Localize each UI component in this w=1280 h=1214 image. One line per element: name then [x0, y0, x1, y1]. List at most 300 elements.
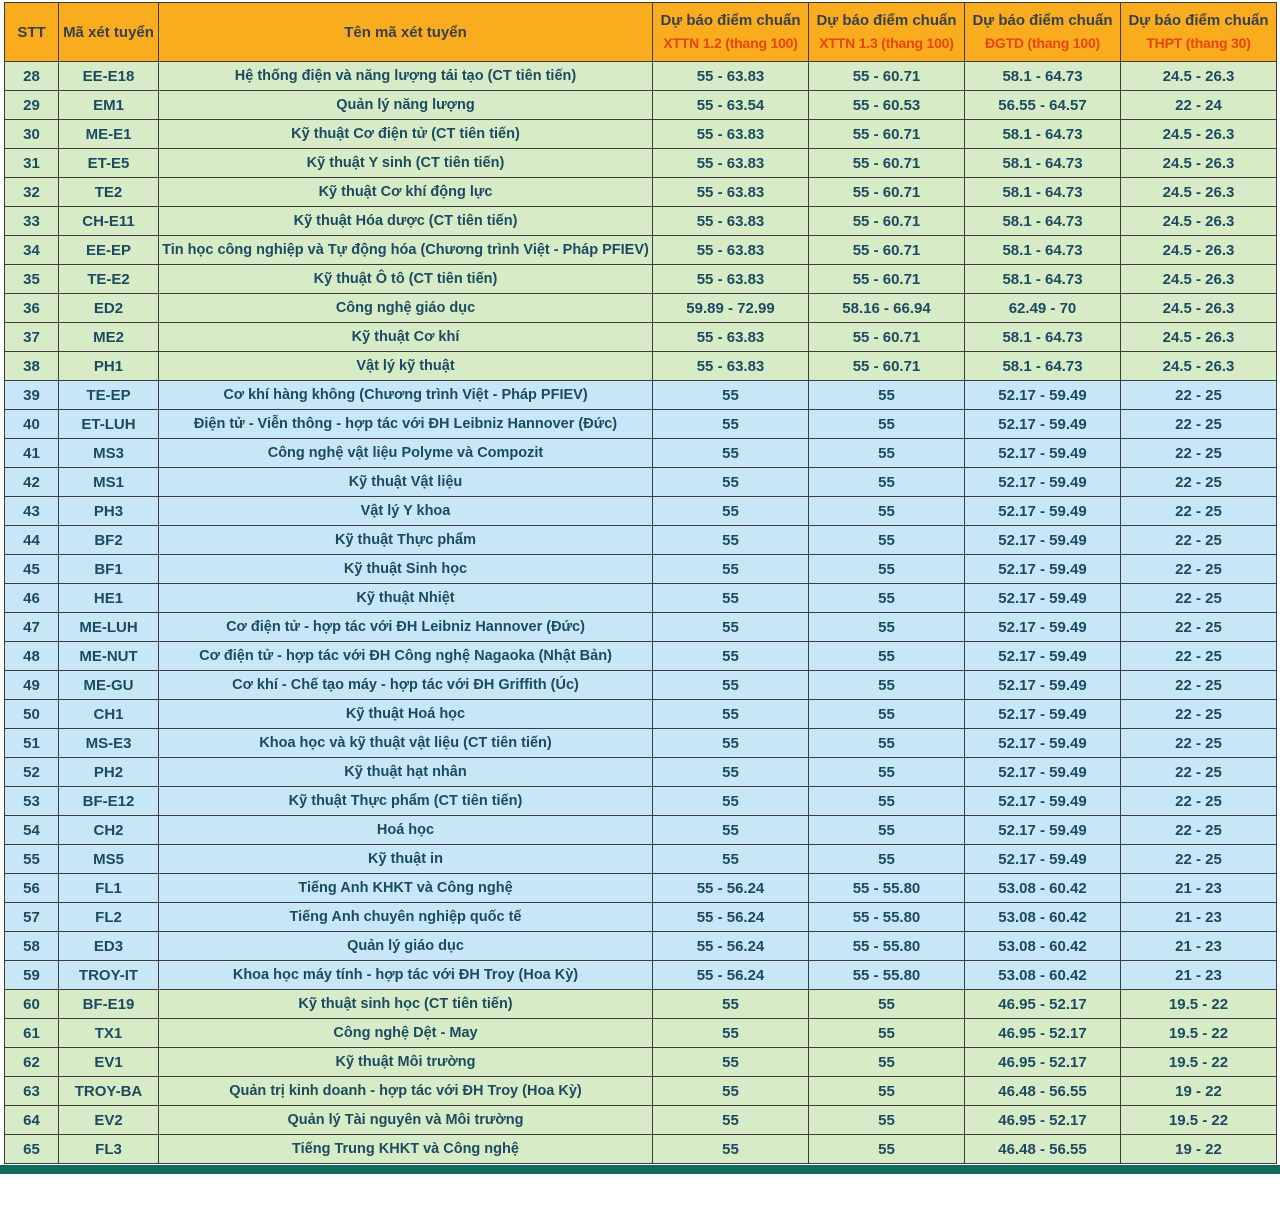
- stt-cell: 33: [5, 207, 59, 236]
- table-row: [5, 323, 1277, 352]
- xttn12-cell: 55 - 63.83: [653, 120, 809, 149]
- xttn13-cell: 55: [809, 758, 965, 787]
- xttn12-cell: 55: [653, 584, 809, 613]
- xttn12-cell: 55 - 63.83: [653, 149, 809, 178]
- admission-score-table: [4, 2, 1277, 1164]
- xttn12-cell: 55: [653, 613, 809, 642]
- dgtd-cell: 52.17 - 59.49: [965, 845, 1121, 874]
- code-cell: MS3: [59, 439, 159, 468]
- xttn13-cell: 55: [809, 816, 965, 845]
- table-row: [5, 236, 1277, 265]
- dgtd-cell: 52.17 - 59.49: [965, 671, 1121, 700]
- column-header-xttn12: [653, 3, 809, 62]
- code-cell: FL1: [59, 874, 159, 903]
- thpt-cell: 19.5 - 22: [1121, 990, 1277, 1019]
- xttn13-cell: 55 - 60.71: [809, 120, 965, 149]
- xttn13-cell: 55: [809, 729, 965, 758]
- xttn13-cell: 55 - 60.71: [809, 323, 965, 352]
- xttn13-cell: 55 - 55.80: [809, 961, 965, 990]
- xttn13-cell: 55: [809, 613, 965, 642]
- code-cell: CH2: [59, 816, 159, 845]
- thpt-cell: 24.5 - 26.3: [1121, 120, 1277, 149]
- table-row: [5, 555, 1277, 584]
- xttn12-cell: 55: [653, 555, 809, 584]
- thpt-label: THPT (thang 30): [1146, 35, 1251, 51]
- name-cell: Vật lý Y khoa: [159, 497, 653, 526]
- stt-cell: 47: [5, 613, 59, 642]
- name-cell: Kỹ thuật Ô tô (CT tiên tiến): [159, 265, 653, 294]
- table-row: [5, 700, 1277, 729]
- code-cell: TE-E2: [59, 265, 159, 294]
- dgtd-cell: 62.49 - 70: [965, 294, 1121, 323]
- xttn12-cell: 55 - 56.24: [653, 874, 809, 903]
- name-cell: Kỹ thuật in: [159, 845, 653, 874]
- table-row: [5, 961, 1277, 990]
- xttn12-cell: 55 - 63.83: [653, 323, 809, 352]
- xttn13-cell: 55: [809, 1135, 965, 1164]
- forecast-label: Dự báo điểm chuẩn: [1128, 12, 1269, 29]
- xttn12-cell: 55: [653, 642, 809, 671]
- thpt-cell: 22 - 25: [1121, 845, 1277, 874]
- code-cell: BF1: [59, 555, 159, 584]
- table-row: [5, 874, 1277, 903]
- dgtd-cell: 53.08 - 60.42: [965, 961, 1121, 990]
- xttn12-cell: 55: [653, 410, 809, 439]
- table-body: [5, 62, 1277, 1164]
- table-row: [5, 903, 1277, 932]
- name-cell: Kỹ thuật sinh học (CT tiên tiến): [159, 990, 653, 1019]
- stt-cell: 60: [5, 990, 59, 1019]
- thpt-cell: 24.5 - 26.3: [1121, 62, 1277, 91]
- code-cell: ME2: [59, 323, 159, 352]
- stt-cell: 42: [5, 468, 59, 497]
- xttn12-cell: 55: [653, 1048, 809, 1077]
- xttn13-cell: 55: [809, 845, 965, 874]
- name-cell: Quản trị kinh doanh - hợp tác với ĐH Troy (Hoa Kỳ): [159, 1077, 653, 1106]
- name-cell: Kỹ thuật Vật liệu: [159, 468, 653, 497]
- thpt-cell: 22 - 25: [1121, 787, 1277, 816]
- xttn12-cell: 55: [653, 1106, 809, 1135]
- code-cell: FL2: [59, 903, 159, 932]
- stt-cell: 41: [5, 439, 59, 468]
- column-header-stt: STT: [5, 3, 59, 62]
- name-cell: Cơ khí - Chế tạo máy - hợp tác với ĐH Griffith (Úc): [159, 671, 653, 700]
- code-cell: TE2: [59, 178, 159, 207]
- thpt-cell: 22 - 25: [1121, 642, 1277, 671]
- stt-cell: 31: [5, 149, 59, 178]
- dgtd-cell: 52.17 - 59.49: [965, 468, 1121, 497]
- xttn13-cell: 55: [809, 497, 965, 526]
- table-row: [5, 729, 1277, 758]
- thpt-cell: 21 - 23: [1121, 932, 1277, 961]
- code-cell: TROY-IT: [59, 961, 159, 990]
- dgtd-cell: 52.17 - 59.49: [965, 410, 1121, 439]
- xttn12-cell: 55: [653, 758, 809, 787]
- code-cell: EV2: [59, 1106, 159, 1135]
- xttn12-cell: 55: [653, 526, 809, 555]
- dgtd-cell: 53.08 - 60.42: [965, 903, 1121, 932]
- thpt-cell: 22 - 25: [1121, 700, 1277, 729]
- stt-cell: 49: [5, 671, 59, 700]
- dgtd-cell: 46.95 - 52.17: [965, 990, 1121, 1019]
- xttn13-cell: 55 - 60.71: [809, 149, 965, 178]
- dgtd-label: ĐGTD (thang 100): [984, 35, 1101, 51]
- thpt-cell: 22 - 25: [1121, 671, 1277, 700]
- thpt-cell: 24.5 - 26.3: [1121, 149, 1277, 178]
- table-row: [5, 671, 1277, 700]
- xttn12-cell: 55: [653, 1135, 809, 1164]
- thpt-cell: 22 - 25: [1121, 758, 1277, 787]
- xttn13-cell: 55: [809, 1019, 965, 1048]
- stt-cell: 50: [5, 700, 59, 729]
- table-row: [5, 381, 1277, 410]
- name-cell: Kỹ thuật Cơ khí động lực: [159, 178, 653, 207]
- code-cell: BF-E19: [59, 990, 159, 1019]
- xttn12-cell: 55: [653, 1019, 809, 1048]
- code-cell: BF-E12: [59, 787, 159, 816]
- table-row: [5, 91, 1277, 120]
- table-row: [5, 845, 1277, 874]
- dgtd-cell: 52.17 - 59.49: [965, 642, 1121, 671]
- thpt-cell: 22 - 25: [1121, 439, 1277, 468]
- xttn12-cell: 55: [653, 816, 809, 845]
- xttn12-cell: 55: [653, 845, 809, 874]
- xttn12-cell: 55 - 63.83: [653, 62, 809, 91]
- stt-cell: 61: [5, 1019, 59, 1048]
- xttn13-cell: 55: [809, 787, 965, 816]
- dgtd-cell: 58.1 - 64.73: [965, 149, 1121, 178]
- name-cell: Điện tử - Viễn thông - hợp tác với ĐH Leibniz Hannover (Đức): [159, 410, 653, 439]
- stt-cell: 45: [5, 555, 59, 584]
- xttn13-cell: 55: [809, 439, 965, 468]
- name-cell: Tiếng Anh KHKT và Công nghệ: [159, 874, 653, 903]
- xttn13-cell: 55: [809, 700, 965, 729]
- dgtd-cell: 58.1 - 64.73: [965, 352, 1121, 381]
- table-row: [5, 497, 1277, 526]
- stt-cell: 48: [5, 642, 59, 671]
- table-row: [5, 410, 1277, 439]
- thpt-cell: 22 - 25: [1121, 729, 1277, 758]
- thpt-cell: 21 - 23: [1121, 961, 1277, 990]
- table-row: [5, 439, 1277, 468]
- thpt-cell: 24.5 - 26.3: [1121, 294, 1277, 323]
- stt-cell: 39: [5, 381, 59, 410]
- dgtd-cell: 46.48 - 56.55: [965, 1135, 1121, 1164]
- thpt-cell: 24.5 - 26.3: [1121, 236, 1277, 265]
- stt-cell: 54: [5, 816, 59, 845]
- code-cell: CH-E11: [59, 207, 159, 236]
- xttn12-cell: 55 - 63.83: [653, 352, 809, 381]
- xttn12-label: XTTN 1.2 (thang 100): [663, 35, 798, 51]
- dgtd-cell: 56.55 - 64.57: [965, 91, 1121, 120]
- code-cell: EM1: [59, 91, 159, 120]
- code-cell: EE-EP: [59, 236, 159, 265]
- name-cell: Công nghệ Dệt - May: [159, 1019, 653, 1048]
- name-cell: Kỹ thuật Hóa dược (CT tiên tiến): [159, 207, 653, 236]
- xttn12-cell: 55: [653, 787, 809, 816]
- xttn13-cell: 55 - 55.80: [809, 903, 965, 932]
- name-cell: Cơ điện tử - hợp tác với ĐH Công nghệ Nagaoka (Nhật Bản): [159, 642, 653, 671]
- dgtd-cell: 52.17 - 59.49: [965, 555, 1121, 584]
- name-cell: Quản lý Tài nguyên và Môi trường: [159, 1106, 653, 1135]
- xttn13-cell: 55 - 60.71: [809, 62, 965, 91]
- thpt-cell: 22 - 25: [1121, 613, 1277, 642]
- name-cell: Công nghệ giáo dục: [159, 294, 653, 323]
- table-row: [5, 1048, 1277, 1077]
- dgtd-cell: 58.1 - 64.73: [965, 178, 1121, 207]
- thpt-cell: 24.5 - 26.3: [1121, 265, 1277, 294]
- xttn13-cell: 55 - 60.53: [809, 91, 965, 120]
- xttn13-cell: 55 - 60.71: [809, 265, 965, 294]
- stt-cell: 37: [5, 323, 59, 352]
- dgtd-cell: 52.17 - 59.49: [965, 787, 1121, 816]
- code-cell: PH2: [59, 758, 159, 787]
- name-cell: Kỹ thuật Thực phẩm: [159, 526, 653, 555]
- code-cell: PH3: [59, 497, 159, 526]
- stt-cell: 35: [5, 265, 59, 294]
- xttn13-cell: 55: [809, 410, 965, 439]
- name-cell: Kỹ thuật Nhiệt: [159, 584, 653, 613]
- xttn12-cell: 55: [653, 439, 809, 468]
- forecast-label: Dự báo điểm chuẩn: [972, 12, 1113, 29]
- stt-cell: 55: [5, 845, 59, 874]
- thpt-cell: 19.5 - 22: [1121, 1048, 1277, 1077]
- forecast-label: Dự báo điểm chuẩn: [816, 12, 957, 29]
- code-cell: TROY-BA: [59, 1077, 159, 1106]
- table-header: [5, 3, 1277, 62]
- column-header-code: Mã xét tuyển: [59, 3, 159, 62]
- name-cell: Kỹ thuật Hoá học: [159, 700, 653, 729]
- stt-cell: 51: [5, 729, 59, 758]
- xttn12-cell: 55 - 63.83: [653, 265, 809, 294]
- xttn12-cell: 55 - 63.83: [653, 236, 809, 265]
- xttn13-cell: 55: [809, 671, 965, 700]
- xttn12-cell: 55 - 63.54: [653, 91, 809, 120]
- dgtd-cell: 58.1 - 64.73: [965, 120, 1121, 149]
- name-cell: Khoa học máy tính - hợp tác với ĐH Troy (Hoa Kỳ): [159, 961, 653, 990]
- table-row: [5, 642, 1277, 671]
- dgtd-cell: 58.1 - 64.73: [965, 265, 1121, 294]
- dgtd-cell: 58.1 - 64.73: [965, 236, 1121, 265]
- name-cell: Kỹ thuật Sinh học: [159, 555, 653, 584]
- xttn13-cell: 55: [809, 1048, 965, 1077]
- code-cell: ET-LUH: [59, 410, 159, 439]
- name-cell: Quản lý năng lượng: [159, 91, 653, 120]
- stt-cell: 38: [5, 352, 59, 381]
- xttn12-cell: 59.89 - 72.99: [653, 294, 809, 323]
- dgtd-cell: 52.17 - 59.49: [965, 613, 1121, 642]
- code-cell: ED2: [59, 294, 159, 323]
- xttn12-cell: 55 - 56.24: [653, 932, 809, 961]
- table-row: [5, 294, 1277, 323]
- code-cell: CH1: [59, 700, 159, 729]
- xttn12-cell: 55 - 63.83: [653, 207, 809, 236]
- thpt-cell: 22 - 25: [1121, 584, 1277, 613]
- name-cell: Vật lý kỹ thuật: [159, 352, 653, 381]
- dgtd-cell: 58.1 - 64.73: [965, 207, 1121, 236]
- code-cell: PH1: [59, 352, 159, 381]
- code-cell: ET-E5: [59, 149, 159, 178]
- column-header-thpt: [1121, 3, 1277, 62]
- dgtd-cell: 52.17 - 59.49: [965, 758, 1121, 787]
- name-cell: Hoá học: [159, 816, 653, 845]
- stt-cell: 34: [5, 236, 59, 265]
- stt-cell: 58: [5, 932, 59, 961]
- dgtd-cell: 53.08 - 60.42: [965, 874, 1121, 903]
- dgtd-cell: 46.48 - 56.55: [965, 1077, 1121, 1106]
- thpt-cell: 19.5 - 22: [1121, 1019, 1277, 1048]
- name-cell: Cơ khí hàng không (Chương trình Việt - Pháp PFIEV): [159, 381, 653, 410]
- thpt-cell: 22 - 25: [1121, 497, 1277, 526]
- code-cell: ME-LUH: [59, 613, 159, 642]
- dgtd-cell: 46.95 - 52.17: [965, 1048, 1121, 1077]
- xttn13-cell: 55 - 60.71: [809, 207, 965, 236]
- stt-cell: 57: [5, 903, 59, 932]
- name-cell: Quản lý giáo dục: [159, 932, 653, 961]
- forecast-label: Dự báo điểm chuẩn: [660, 12, 801, 29]
- xttn13-cell: 55 - 55.80: [809, 874, 965, 903]
- xttn12-cell: 55 - 63.83: [653, 178, 809, 207]
- stt-cell: 64: [5, 1106, 59, 1135]
- xttn12-cell: 55: [653, 468, 809, 497]
- dgtd-cell: 46.95 - 52.17: [965, 1019, 1121, 1048]
- xttn13-cell: 55: [809, 1106, 965, 1135]
- xttn13-cell: 55: [809, 990, 965, 1019]
- xttn13-cell: 55: [809, 526, 965, 555]
- thpt-cell: 22 - 25: [1121, 555, 1277, 584]
- thpt-cell: 19 - 22: [1121, 1135, 1277, 1164]
- xttn13-cell: 55: [809, 468, 965, 497]
- dgtd-cell: 52.17 - 59.49: [965, 816, 1121, 845]
- code-cell: MS1: [59, 468, 159, 497]
- stt-cell: 65: [5, 1135, 59, 1164]
- xttn13-cell: 55 - 60.71: [809, 236, 965, 265]
- stt-cell: 63: [5, 1077, 59, 1106]
- stt-cell: 53: [5, 787, 59, 816]
- code-cell: FL3: [59, 1135, 159, 1164]
- dgtd-cell: 58.1 - 64.73: [965, 62, 1121, 91]
- table-row: [5, 613, 1277, 642]
- dgtd-cell: 52.17 - 59.49: [965, 729, 1121, 758]
- bottom-accent-bar: [0, 1165, 1280, 1174]
- code-cell: MS5: [59, 845, 159, 874]
- table-row: [5, 120, 1277, 149]
- stt-cell: 62: [5, 1048, 59, 1077]
- thpt-cell: 22 - 25: [1121, 381, 1277, 410]
- name-cell: Kỹ thuật Cơ điện tử (CT tiên tiến): [159, 120, 653, 149]
- column-header-dgtd: [965, 3, 1121, 62]
- thpt-cell: 24.5 - 26.3: [1121, 352, 1277, 381]
- xttn13-cell: 55: [809, 381, 965, 410]
- table-row: [5, 468, 1277, 497]
- stt-cell: 30: [5, 120, 59, 149]
- dgtd-cell: 52.17 - 59.49: [965, 526, 1121, 555]
- thpt-cell: 24.5 - 26.3: [1121, 207, 1277, 236]
- code-cell: ME-E1: [59, 120, 159, 149]
- stt-cell: 32: [5, 178, 59, 207]
- xttn13-cell: 55: [809, 555, 965, 584]
- xttn13-cell: 55 - 60.71: [809, 352, 965, 381]
- dgtd-cell: 52.17 - 59.49: [965, 439, 1121, 468]
- name-cell: Kỹ thuật Cơ khí: [159, 323, 653, 352]
- name-cell: Tiếng Trung KHKT và Công nghệ: [159, 1135, 653, 1164]
- xttn13-cell: 58.16 - 66.94: [809, 294, 965, 323]
- table-row: [5, 1135, 1277, 1164]
- dgtd-cell: 53.08 - 60.42: [965, 932, 1121, 961]
- thpt-cell: 22 - 25: [1121, 468, 1277, 497]
- table-row: [5, 787, 1277, 816]
- column-header-name: Tên mã xét tuyển: [159, 3, 653, 62]
- stt-cell: 56: [5, 874, 59, 903]
- name-cell: Kỹ thuật Thực phẩm (CT tiên tiến): [159, 787, 653, 816]
- xttn12-cell: 55 - 56.24: [653, 961, 809, 990]
- thpt-cell: 22 - 24: [1121, 91, 1277, 120]
- name-cell: Hệ thống điện và năng lượng tái tạo (CT tiên tiến): [159, 62, 653, 91]
- xttn13-cell: 55 - 55.80: [809, 932, 965, 961]
- table-row: [5, 758, 1277, 787]
- thpt-cell: 24.5 - 26.3: [1121, 323, 1277, 352]
- dgtd-cell: 58.1 - 64.73: [965, 323, 1121, 352]
- code-cell: EE-E18: [59, 62, 159, 91]
- code-cell: ME-NUT: [59, 642, 159, 671]
- name-cell: Kỹ thuật hạt nhân: [159, 758, 653, 787]
- dgtd-cell: 52.17 - 59.49: [965, 584, 1121, 613]
- thpt-cell: 21 - 23: [1121, 903, 1277, 932]
- thpt-cell: 19 - 22: [1121, 1077, 1277, 1106]
- stt-cell: 36: [5, 294, 59, 323]
- dgtd-cell: 52.17 - 59.49: [965, 497, 1121, 526]
- xttn12-cell: 55: [653, 990, 809, 1019]
- xttn12-cell: 55: [653, 729, 809, 758]
- table-row: [5, 149, 1277, 178]
- code-cell: EV1: [59, 1048, 159, 1077]
- table-row: [5, 178, 1277, 207]
- table-row: [5, 1106, 1277, 1135]
- stt-cell: 52: [5, 758, 59, 787]
- xttn13-cell: 55: [809, 1077, 965, 1106]
- xttn12-cell: 55: [653, 1077, 809, 1106]
- stt-cell: 44: [5, 526, 59, 555]
- table-row: [5, 526, 1277, 555]
- dgtd-cell: 52.17 - 59.49: [965, 700, 1121, 729]
- stt-cell: 29: [5, 91, 59, 120]
- dgtd-cell: 52.17 - 59.49: [965, 381, 1121, 410]
- code-cell: ED3: [59, 932, 159, 961]
- code-cell: ME-GU: [59, 671, 159, 700]
- xttn12-cell: 55: [653, 671, 809, 700]
- xttn12-cell: 55: [653, 497, 809, 526]
- table-row: [5, 352, 1277, 381]
- xttn13-label: XTTN 1.3 (thang 100): [819, 35, 954, 51]
- name-cell: Tiếng Anh chuyên nghiệp quốc tế: [159, 903, 653, 932]
- thpt-cell: 22 - 25: [1121, 526, 1277, 555]
- code-cell: TE-EP: [59, 381, 159, 410]
- stt-cell: 43: [5, 497, 59, 526]
- stt-cell: 59: [5, 961, 59, 990]
- code-cell: HE1: [59, 584, 159, 613]
- table-row: [5, 265, 1277, 294]
- code-cell: MS-E3: [59, 729, 159, 758]
- table-row: [5, 207, 1277, 236]
- thpt-cell: 22 - 25: [1121, 816, 1277, 845]
- stt-cell: 28: [5, 62, 59, 91]
- stt-cell: 40: [5, 410, 59, 439]
- column-header-xttn13: [809, 3, 965, 62]
- thpt-cell: 24.5 - 26.3: [1121, 178, 1277, 207]
- table-row: [5, 816, 1277, 845]
- xttn12-cell: 55: [653, 700, 809, 729]
- table-row: [5, 990, 1277, 1019]
